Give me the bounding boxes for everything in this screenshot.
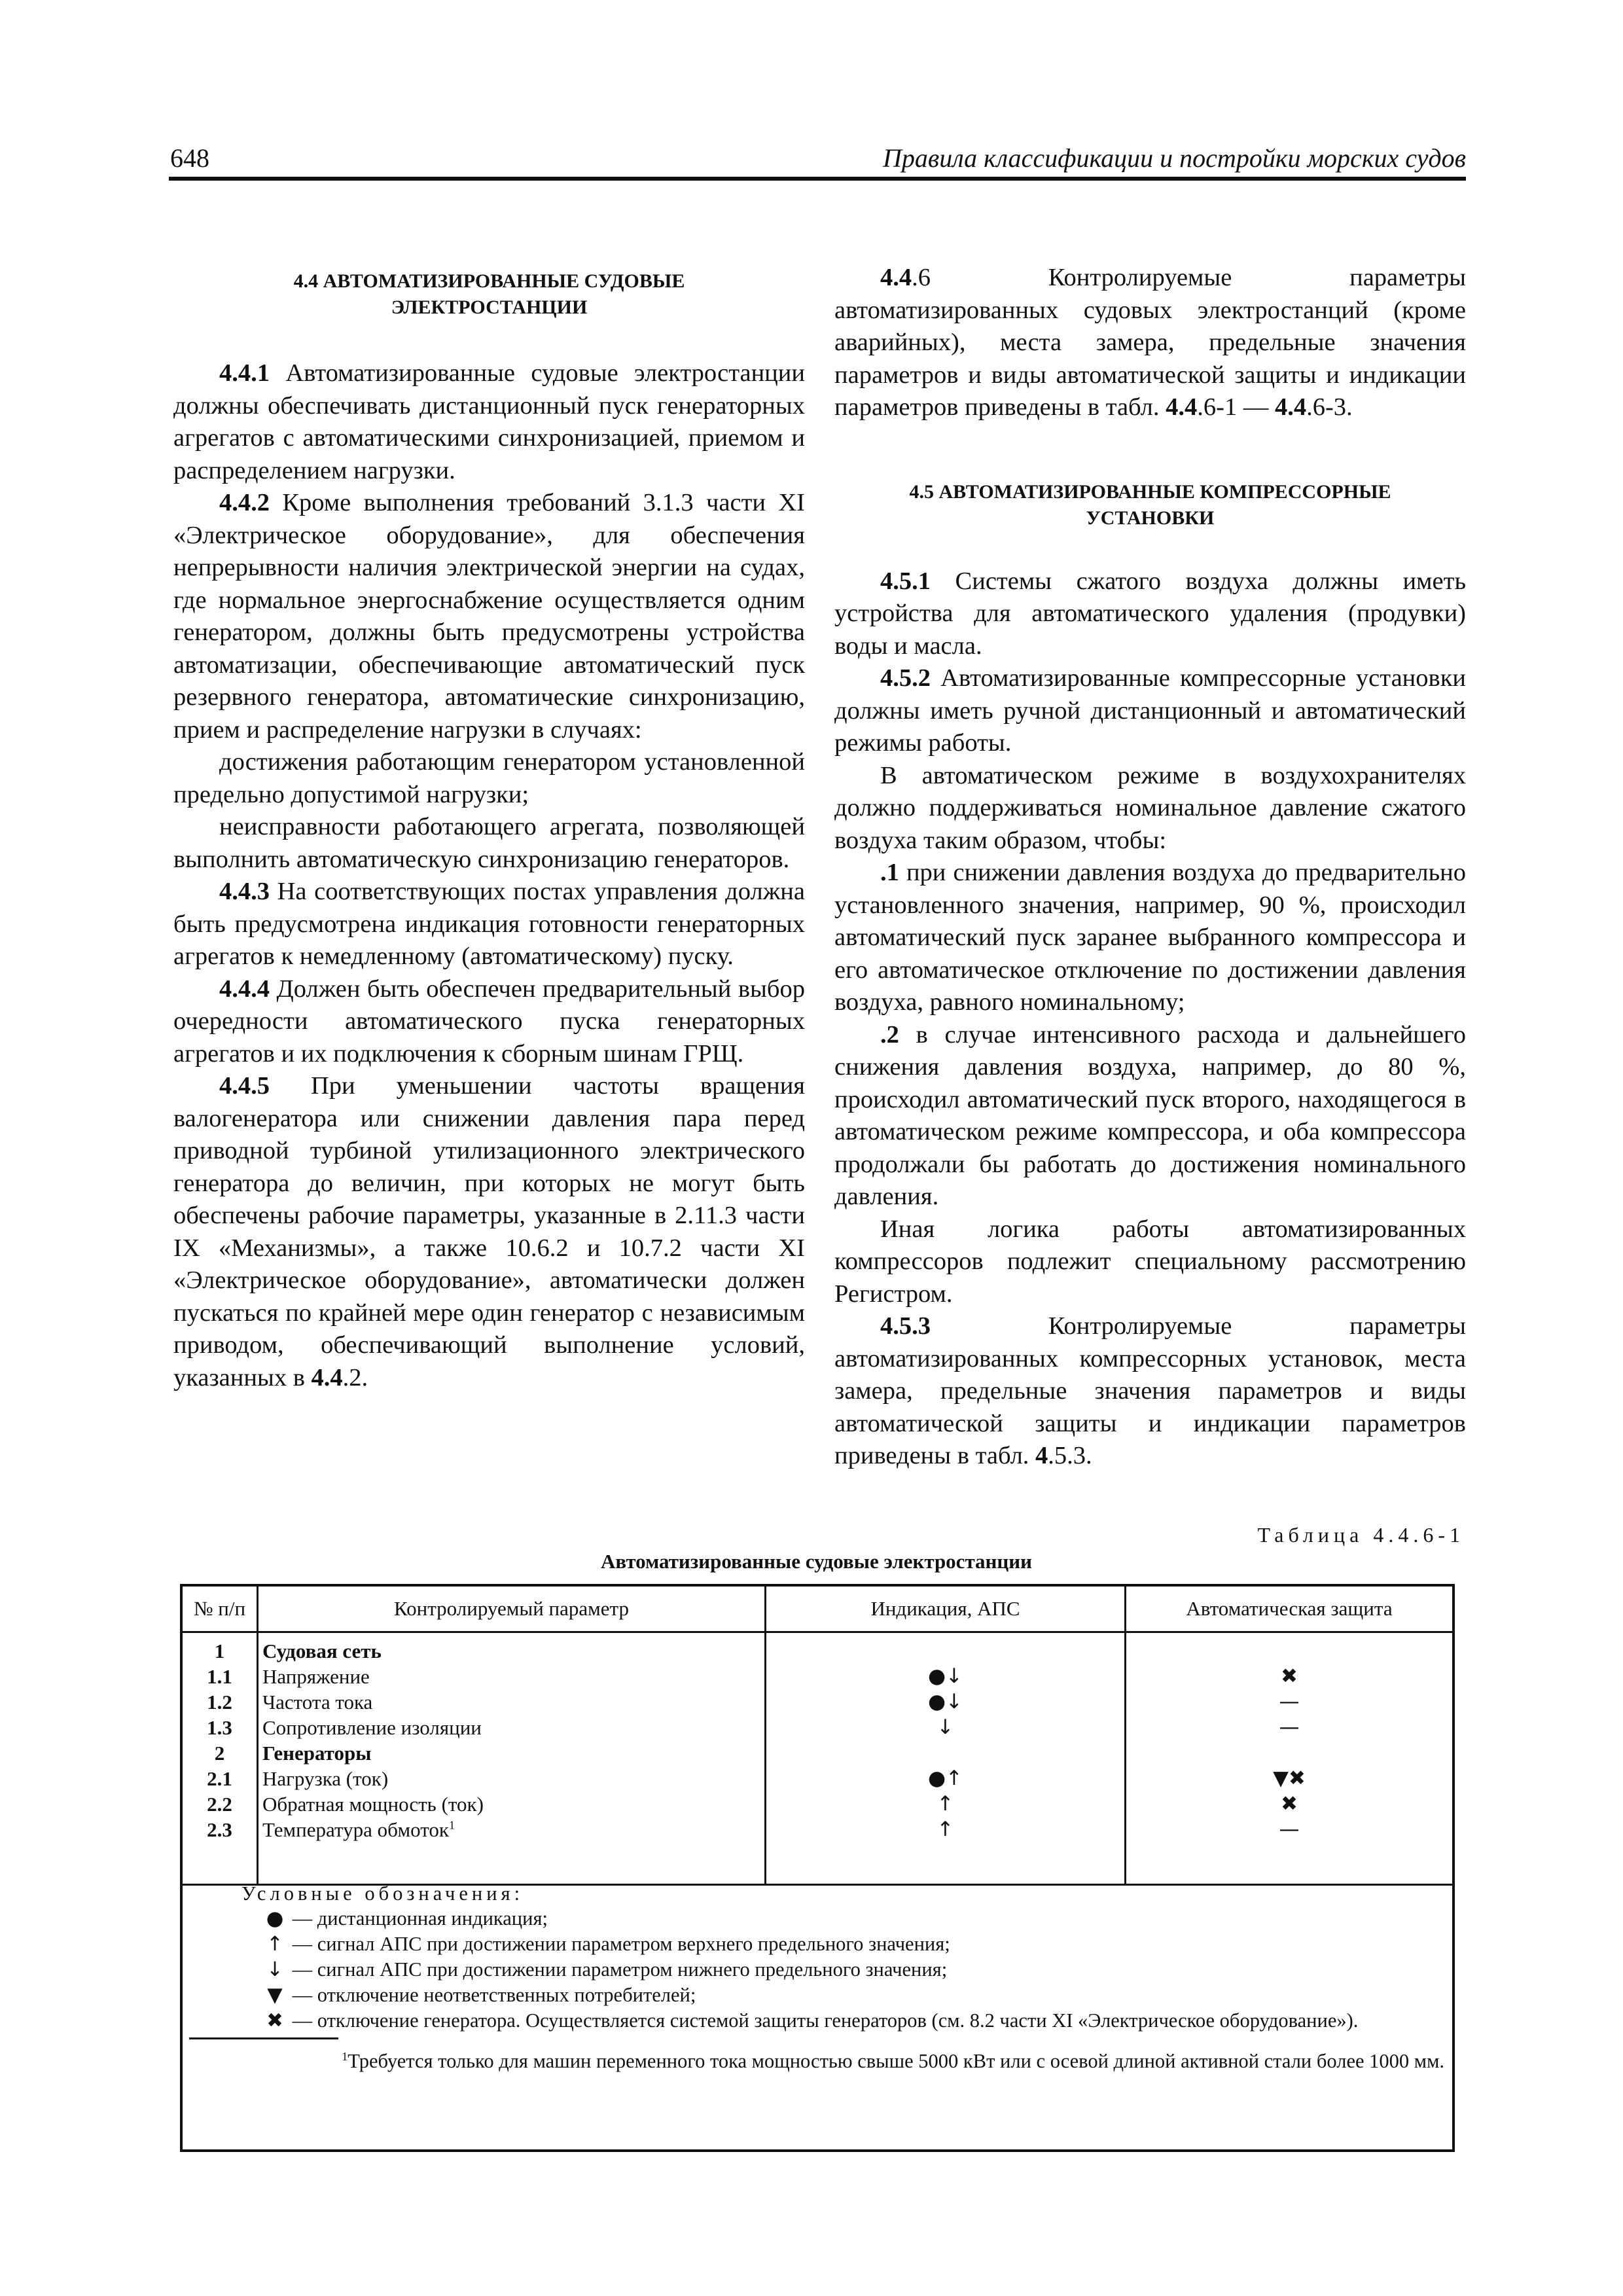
table-cell: ↓ — [936, 1715, 954, 1739]
table-cell: ↑ — [936, 1818, 954, 1841]
paragraph-4-4-2: 4.4.2 Кроме выполнения требований 3.1.3 части XI «Электрическое оборудование», для обеспечения непрерывности наличия электрической энергии на судах, где нормальное энергоснабжение осуществляется одним генератором, должны быть предусмотрены устройства автоматизации, обеспечивающие автоматический пуск резервного генератора, автоматические синхронизацию, прием и распределение нагрузки в случаях: — [173, 489, 805, 744]
paragraph-4-4-4: 4.4.4 Должен быть обеспечен предварительный выбор очередности автоматического пуска генераторных агрегатов и их подключения к сборным шинам ГРЩ. — [173, 975, 806, 1067]
table-cell: ●↓ — [927, 1690, 963, 1713]
list-item-1: .1 при снижении давления воздуха до предварительно установленного значения, например, 90 %, происходил автоматический пуск заранее выбранного компрессора и его автоматическое отключение по достижении давления воздуха, равного номинальному; — [834, 859, 1466, 1016]
table-cell: ✖ — [1281, 1792, 1298, 1816]
column-header: Контролируемый параметр — [258, 1587, 766, 1632]
footnote-ref: 1 — [448, 1818, 455, 1832]
table-cell: 1.2 — [207, 1691, 232, 1713]
column-header: Индикация, АПС — [766, 1587, 1126, 1632]
cross-icon: ✖ — [266, 2009, 283, 2032]
table-cell: ●↓ — [927, 1664, 963, 1688]
legend-item: ▼ — отключение неответственных потребителей; — [189, 1982, 1444, 2008]
table-cell: — — [1279, 1715, 1300, 1739]
list-item-2: .2 в случае интенсивного расхода и дальнейшего снижения давления воздуха, например, до 80 %, происходил автоматический пуск второго, находящегося в автоматическом режиме компрессора, и оба компрессора продолжали бы работать до достижения номинального давления. — [834, 1020, 1466, 1210]
table-cell — [1126, 1638, 1452, 1664]
table-cell: Обратная мощность (ток) — [262, 1793, 484, 1816]
param-column — [258, 1632, 766, 1885]
column-header: № п/п — [183, 1587, 258, 1632]
table-cell: — — [1279, 1818, 1300, 1841]
table-cell: ●↑ — [927, 1767, 963, 1790]
table-cell: ▼✖ — [1273, 1767, 1306, 1790]
table-cell — [766, 1638, 1124, 1664]
section-heading-4-5: 4.5 АВТОМАТИЗИРОВАННЫЕ КОМПРЕССОРНЫЕ УСТАНОВКИ — [909, 480, 1391, 529]
table-title: Автоматизированные судовые электростанции — [600, 1550, 1032, 1573]
table-cell: 2.2 — [207, 1793, 232, 1816]
paragraph-4-4-5: 4.4.5 При уменьшении частоты вращения валогенератора или снижении давления пара перед приводной турбиной утилизационного электрического генератора до величин, при которых не могут быть обеспечены рабочие параметры, указанные в 2.11.3 части IX «Механизмы», а также 10.6.2 и 10.7.2 части XI «Электрическое оборудование», автоматически должен пускаться по крайней мере один генератор с независимым приводом, обеспечивающий выполнение условий, указанных в 4.4.2. — [173, 1072, 806, 1391]
legend-item: ● — дистанционная индикация; — [189, 1906, 1444, 1931]
right-column — [834, 262, 1466, 1473]
num-column — [183, 1632, 258, 1885]
left-column — [173, 262, 805, 1394]
section-heading-4-4: 4.4 АВТОМАТИЗИРОВАННЫЕ СУДОВЫЕ ЭЛЕКТРОСТАНЦИИ — [293, 270, 685, 318]
indication-column — [766, 1632, 1126, 1885]
table-cell: 2 — [214, 1742, 225, 1765]
legend-item: ↓ — сигнал АПС при достижении параметром нижнего предельного значения; — [189, 1957, 1444, 1982]
table-cell: ↑ — [936, 1792, 954, 1816]
legend-item: ↑ — сигнал АПС при достижении параметром верхнего предельного значения; — [189, 1931, 1444, 1957]
paragraph-4-5-3: 4.5.3 Контролируемые параметры автоматизированных компрессорных установок, места замера, предельные значения параметров и виды автоматической защиты и индикации параметров приведены в табл. 4.5.3. — [834, 1312, 1466, 1469]
table-cell: Частота тока — [262, 1691, 373, 1713]
header-rule — [169, 177, 1466, 181]
table-body — [183, 1632, 1452, 1885]
table-cell: 2.3 — [207, 1818, 232, 1841]
table-cell: Генераторы — [262, 1742, 372, 1765]
protection-column — [1126, 1632, 1453, 1885]
triangle-down-icon: ▼ — [267, 1984, 283, 2007]
paragraph-4-4-2-case-1: достижения работающим генератором установленной предельно допустимой нагрузки; — [173, 748, 805, 808]
paragraph-4-4-6: 4.4.6 Контролируемые параметры автоматизированных судовых электростанций (кроме аварийных), места замера, предельные значения параметров и виды автоматической защиты и индикации параметров приведены в табл. 4.4.6-1 — 4.4.6-3. — [834, 264, 1466, 421]
running-title: Правила классификации и постройки морских судов — [882, 143, 1466, 173]
table-cell: Нагрузка (ток) — [262, 1767, 389, 1790]
table-cell: 1.1 — [207, 1665, 232, 1688]
paragraph-4-4-2-case-2: неисправности работающего агрегата, позволяющей выполнить автоматическую синхронизацию генераторов. — [173, 813, 805, 873]
table-cell: Сопротивление изоляции — [262, 1716, 482, 1739]
legend-item: ✖ — отключение генератора. Осуществляется системой защиты генераторов (см. 8.2 части XI «Электрическое оборудование»). — [189, 2008, 1444, 2034]
column-header: Автоматическая защита — [1126, 1587, 1453, 1632]
table-cell: — — [1279, 1690, 1300, 1713]
paragraph-4-5-2-auto: В автоматическом режиме в воздухохранителях должно поддерживаться номинальное давление сжатого воздуха таким образом, чтобы: — [834, 761, 1466, 854]
table-cell: 1 — [214, 1640, 225, 1662]
table-cell: ✖ — [1281, 1664, 1298, 1688]
table-cell: Судовая сеть — [262, 1640, 382, 1662]
footnote-rule — [189, 2037, 338, 2039]
remote-indication-icon: ● — [266, 1907, 284, 1930]
table-header-row — [183, 1587, 1452, 1632]
table-legend — [189, 1881, 1444, 2073]
footnote: $^1$Требуется только для машин переменного тока мощностью свыше 5000 кВт или с осевой длиной активной стали более 1000 мм. — [342, 2049, 1444, 2072]
paragraph-4-5-1: 4.5.1 Системы сжатого воздуха должны иметь устройства для автоматического удаления (продувки) воды и масла. — [834, 567, 1466, 660]
parameters-table — [180, 1584, 1455, 2152]
table-cell — [1126, 1740, 1452, 1766]
paragraph-4-5-2: 4.5.2 Автоматизированные компрессорные установки должны иметь ручной дистанционный и автоматический режимы работы. — [834, 664, 1466, 757]
paragraph-4-4-1: 4.4.1 Автоматизированные судовые электростанции должны обеспечивать дистанционный пуск генераторных агрегатов с автоматическими синхронизацией, приемом и распределением нагрузки. — [173, 359, 805, 484]
table-label: Таблица 4.4.6-1 — [1257, 1523, 1465, 1547]
paragraph-4-4-3: 4.4.3 На соответствующих постах управления должна быть предусмотрена индикация готовности генераторных агрегатов к немедленному (автоматическому) пуску. — [173, 878, 805, 970]
table-grid — [183, 1587, 1452, 1886]
table-cell — [766, 1740, 1124, 1766]
paragraph-4-5-2-other: Иная логика работы автоматизированных компрессоров подлежит специальному рассмотрению Регистром. — [834, 1215, 1466, 1308]
table-cell: Температура обмоток$^1$ — [262, 1818, 455, 1841]
arrow-down-icon: ↓ — [266, 1958, 283, 1981]
table-cell: Напряжение — [262, 1665, 370, 1688]
table-cell: 2.1 — [207, 1767, 232, 1790]
table-cell: 1.3 — [207, 1716, 232, 1739]
page-number: 648 — [170, 143, 209, 173]
arrow-up-icon: ↑ — [266, 1933, 283, 1956]
legend-title: Условные обозначения: — [241, 1882, 524, 1905]
